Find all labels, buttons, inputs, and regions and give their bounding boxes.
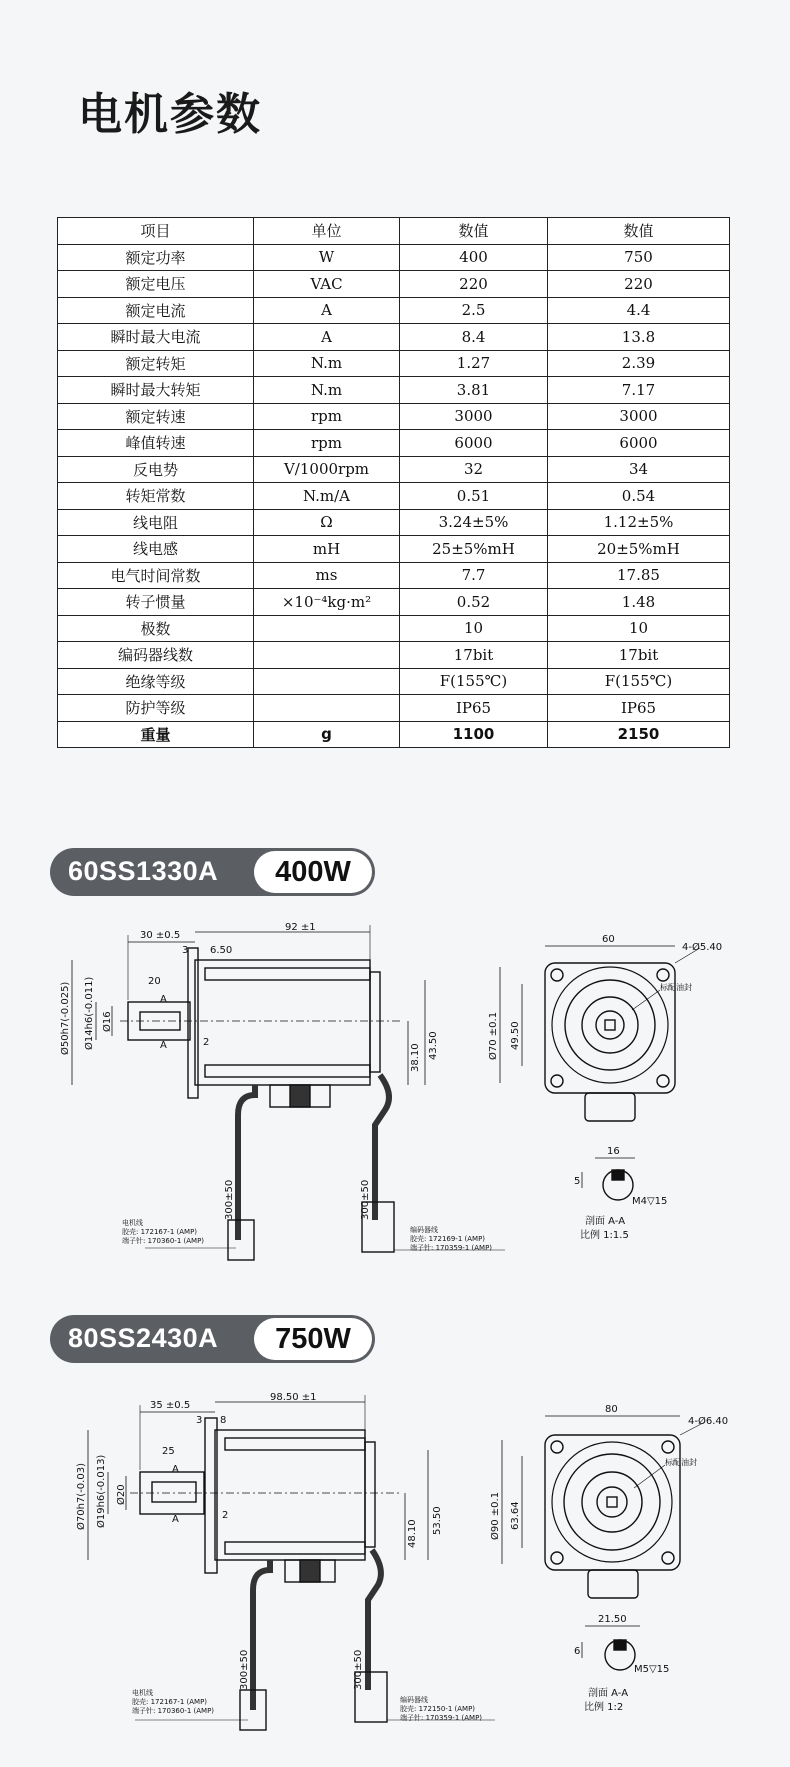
cell-unit (254, 615, 400, 642)
cell-value-750w: 20±5%mH (548, 536, 730, 563)
cell-value-400w: 3.24±5% (400, 509, 548, 536)
table-row (58, 377, 730, 404)
dim-d1: Ø70h7(-0.03) (76, 1463, 87, 1530)
dim-d2: Ø19h6(-0.013) (96, 1454, 107, 1528)
dim-flange2: 6.50 (210, 945, 233, 956)
cell-value-400w: 10 (400, 615, 548, 642)
dim-cable1: 300±50 (239, 1649, 250, 1690)
cell-value-750w: 2150 (548, 721, 730, 748)
motor-params-table (57, 217, 730, 748)
dim-key-w: 16 (607, 1146, 620, 1157)
dim-key-h: 6 (574, 1646, 581, 1657)
cell-item: 反电势 (58, 456, 254, 483)
cell-value-400w: 17bit (400, 642, 548, 669)
model-badge-60ss1330a (50, 848, 375, 896)
cell-unit: N.m (254, 350, 400, 377)
cell-unit (254, 695, 400, 722)
dim-flange2: 8 (220, 1415, 227, 1426)
label-a-top: A (160, 994, 167, 1005)
power-cable-pin: 端子针: 170360-1 (AMP) (132, 1707, 215, 1715)
table-row (58, 589, 730, 616)
table-row (58, 668, 730, 695)
cell-value-400w: 220 (400, 271, 548, 298)
model-badge-80ss2430a (50, 1315, 375, 1363)
dim-d2: Ø14h6(-0.011) (84, 976, 95, 1050)
cell-unit (254, 642, 400, 669)
dim-h2: 53.50 (432, 1506, 443, 1535)
dim-gap: 2 (203, 1037, 210, 1048)
cell-value-750w: 4.4 (548, 297, 730, 324)
table-row (58, 430, 730, 457)
cell-item: 重量 (58, 721, 254, 748)
cell-value-750w: 6000 (548, 430, 730, 457)
dim-front-w: 80 (605, 1404, 618, 1415)
header-item: 项目 (58, 218, 254, 245)
header-value-750w: 数值 (548, 218, 730, 245)
dim-front-h: 49.50 (510, 1021, 521, 1050)
cell-unit: A (254, 324, 400, 351)
cell-value-400w: 0.52 (400, 589, 548, 616)
cell-item: 电气时间常数 (58, 562, 254, 589)
cell-value-750w: 13.8 (548, 324, 730, 351)
power-cable-pin: 端子针: 170360-1 (AMP) (122, 1237, 205, 1245)
cell-unit: rpm (254, 403, 400, 430)
model-code: 60SS1330A (68, 856, 219, 886)
section-title: 剖面 A-A (585, 1216, 626, 1227)
section-scale: 比例 1:2 (584, 1702, 624, 1713)
dim-body-len: 92 ±1 (285, 922, 316, 933)
table-row (58, 536, 730, 563)
label-a-bottom: A (172, 1514, 179, 1525)
model-power: 750W (254, 1318, 372, 1360)
cell-value-400w: 2.5 (400, 297, 548, 324)
dim-thread: M4▽15 (632, 1196, 668, 1207)
cell-item: 额定功率 (58, 244, 254, 271)
cell-unit: g (254, 721, 400, 748)
cell-value-400w: 400 (400, 244, 548, 271)
cell-value-750w: 1.12±5% (548, 509, 730, 536)
cell-value-750w: 1.48 (548, 589, 730, 616)
encoder-cable-housing: 胶壳: 172150-1 (AMP) (400, 1705, 476, 1713)
cell-item: 额定电流 (58, 297, 254, 324)
dim-d3: Ø16 (102, 1011, 113, 1032)
cell-value-750w: 17bit (548, 642, 730, 669)
cell-unit: V/1000rpm (254, 456, 400, 483)
encoder-cable-label: 编码器线 (410, 1226, 438, 1234)
dim-holes: 4-Ø5.40 (682, 942, 723, 953)
power-cable-housing: 胶壳: 172167-1 (AMP) (132, 1698, 208, 1706)
table-row (58, 483, 730, 510)
cell-value-750w: 7.17 (548, 377, 730, 404)
dim-thread: M5▽15 (634, 1664, 670, 1675)
cell-value-750w: 220 (548, 271, 730, 298)
cell-item: 线电感 (58, 536, 254, 563)
encoder-cable-pin: 端子针: 170359-1 (AMP) (400, 1714, 483, 1722)
cell-value-750w: 34 (548, 456, 730, 483)
dim-front-w: 60 (602, 934, 615, 945)
drawing-80ss2430a (0, 1390, 790, 1760)
section-title: 剖面 A-A (588, 1688, 629, 1699)
cell-unit: rpm (254, 430, 400, 457)
table-row (58, 615, 730, 642)
cell-item: 额定转矩 (58, 350, 254, 377)
cell-value-400w: 7.7 (400, 562, 548, 589)
label-a-top: A (172, 1464, 179, 1475)
section-scale: 比例 1:1.5 (580, 1230, 629, 1241)
model-power: 400W (254, 851, 372, 893)
cell-value-750w: 17.85 (548, 562, 730, 589)
cell-value-750w: 750 (548, 244, 730, 271)
dim-key-h: 5 (574, 1176, 581, 1187)
note-oil-seal: 标配油封 (665, 1458, 697, 1467)
table-row (58, 350, 730, 377)
encoder-cable-housing: 胶壳: 172169-1 (AMP) (410, 1235, 486, 1243)
table-header-row (58, 218, 730, 245)
cell-value-400w: 1100 (400, 721, 548, 748)
dim-pcd: Ø70 ±0.1 (488, 1011, 499, 1060)
cell-unit: ×10⁻⁴kg·m² (254, 589, 400, 616)
cell-item: 转矩常数 (58, 483, 254, 510)
cell-value-750w: 10 (548, 615, 730, 642)
cell-value-400w: 32 (400, 456, 548, 483)
dim-key-len: 20 (148, 976, 161, 987)
cell-unit: A (254, 297, 400, 324)
cell-item: 线电阻 (58, 509, 254, 536)
cell-value-400w: 6000 (400, 430, 548, 457)
dim-cable2: 300±50 (360, 1179, 371, 1220)
cell-unit: N.m (254, 377, 400, 404)
table-row (58, 297, 730, 324)
drawing-60ss1330a (0, 920, 790, 1285)
cell-item: 转子惯量 (58, 589, 254, 616)
cell-value-400w: IP65 (400, 695, 548, 722)
power-cable-label: 电机线 (132, 1689, 153, 1697)
power-cable-label: 电机线 (122, 1219, 143, 1227)
cell-item: 额定转速 (58, 403, 254, 430)
table-row (58, 244, 730, 271)
cell-unit (254, 668, 400, 695)
cell-value-400w: 3000 (400, 403, 548, 430)
dim-d1: Ø50h7(-0.025) (60, 981, 71, 1055)
dim-h1: 48.10 (407, 1519, 418, 1548)
table-row (58, 695, 730, 722)
dim-shaft-len: 35 ±0.5 (150, 1400, 191, 1411)
motor-body-side (195, 960, 370, 1085)
cell-value-400w: F(155℃) (400, 668, 548, 695)
dim-front-h: 63.64 (510, 1501, 521, 1530)
table-row (58, 509, 730, 536)
model-code: 80SS2430A (68, 1323, 219, 1353)
cell-unit: Ω (254, 509, 400, 536)
cell-item: 瞬时最大电流 (58, 324, 254, 351)
cell-unit: N.m/A (254, 483, 400, 510)
dim-h2: 43.50 (428, 1031, 439, 1060)
cell-unit: mH (254, 536, 400, 563)
dim-body-len: 98.50 ±1 (270, 1392, 317, 1403)
header-unit: 单位 (254, 218, 400, 245)
dim-key-w: 21.50 (598, 1614, 627, 1625)
cell-value-750w: 0.54 (548, 483, 730, 510)
dim-pcd: Ø90 ±0.1 (490, 1491, 501, 1540)
cell-value-400w: 0.51 (400, 483, 548, 510)
table-row (58, 271, 730, 298)
table-row (58, 562, 730, 589)
cell-unit: W (254, 244, 400, 271)
cell-value-400w: 8.4 (400, 324, 548, 351)
page-title: 电机参数 (78, 89, 262, 140)
table-row (58, 456, 730, 483)
dim-flange: 3 (196, 1415, 203, 1426)
table-row (58, 324, 730, 351)
cell-unit: VAC (254, 271, 400, 298)
dim-cable1: 300±50 (224, 1179, 235, 1220)
cell-unit: ms (254, 562, 400, 589)
cell-item: 峰值转速 (58, 430, 254, 457)
cell-item: 额定电压 (58, 271, 254, 298)
cell-value-750w: 2.39 (548, 350, 730, 377)
cell-item: 极数 (58, 615, 254, 642)
cell-item: 编码器线数 (58, 642, 254, 669)
dim-h1: 38.10 (410, 1043, 421, 1072)
table-row (58, 403, 730, 430)
cell-item: 防护等级 (58, 695, 254, 722)
dim-d3: Ø20 (116, 1484, 127, 1505)
cell-item: 绝缘等级 (58, 668, 254, 695)
cell-item: 瞬时最大转矩 (58, 377, 254, 404)
cell-value-400w: 25±5%mH (400, 536, 548, 563)
note-oil-seal: 标配油封 (660, 983, 692, 992)
header-value-400w: 数值 (400, 218, 548, 245)
table-row (58, 642, 730, 669)
power-cable-housing: 胶壳: 172167-1 (AMP) (122, 1228, 198, 1236)
label-a-bottom: A (160, 1040, 167, 1051)
cell-value-400w: 3.81 (400, 377, 548, 404)
cell-value-750w: IP65 (548, 695, 730, 722)
dim-holes: 4-Ø6.40 (688, 1416, 729, 1427)
cell-value-750w: 3000 (548, 403, 730, 430)
dim-shaft-len: 30 ±0.5 (140, 930, 181, 941)
encoder-cable-label: 编码器线 (400, 1696, 428, 1704)
table-row (58, 721, 730, 748)
cell-value-750w: F(155℃) (548, 668, 730, 695)
dim-flange: 3 (182, 945, 189, 956)
encoder-cable-pin: 端子针: 170359-1 (AMP) (410, 1244, 493, 1252)
cell-value-400w: 1.27 (400, 350, 548, 377)
dim-key-len: 25 (162, 1446, 175, 1457)
dim-gap: 2 (222, 1510, 229, 1521)
dim-cable2: 300±50 (353, 1649, 364, 1690)
